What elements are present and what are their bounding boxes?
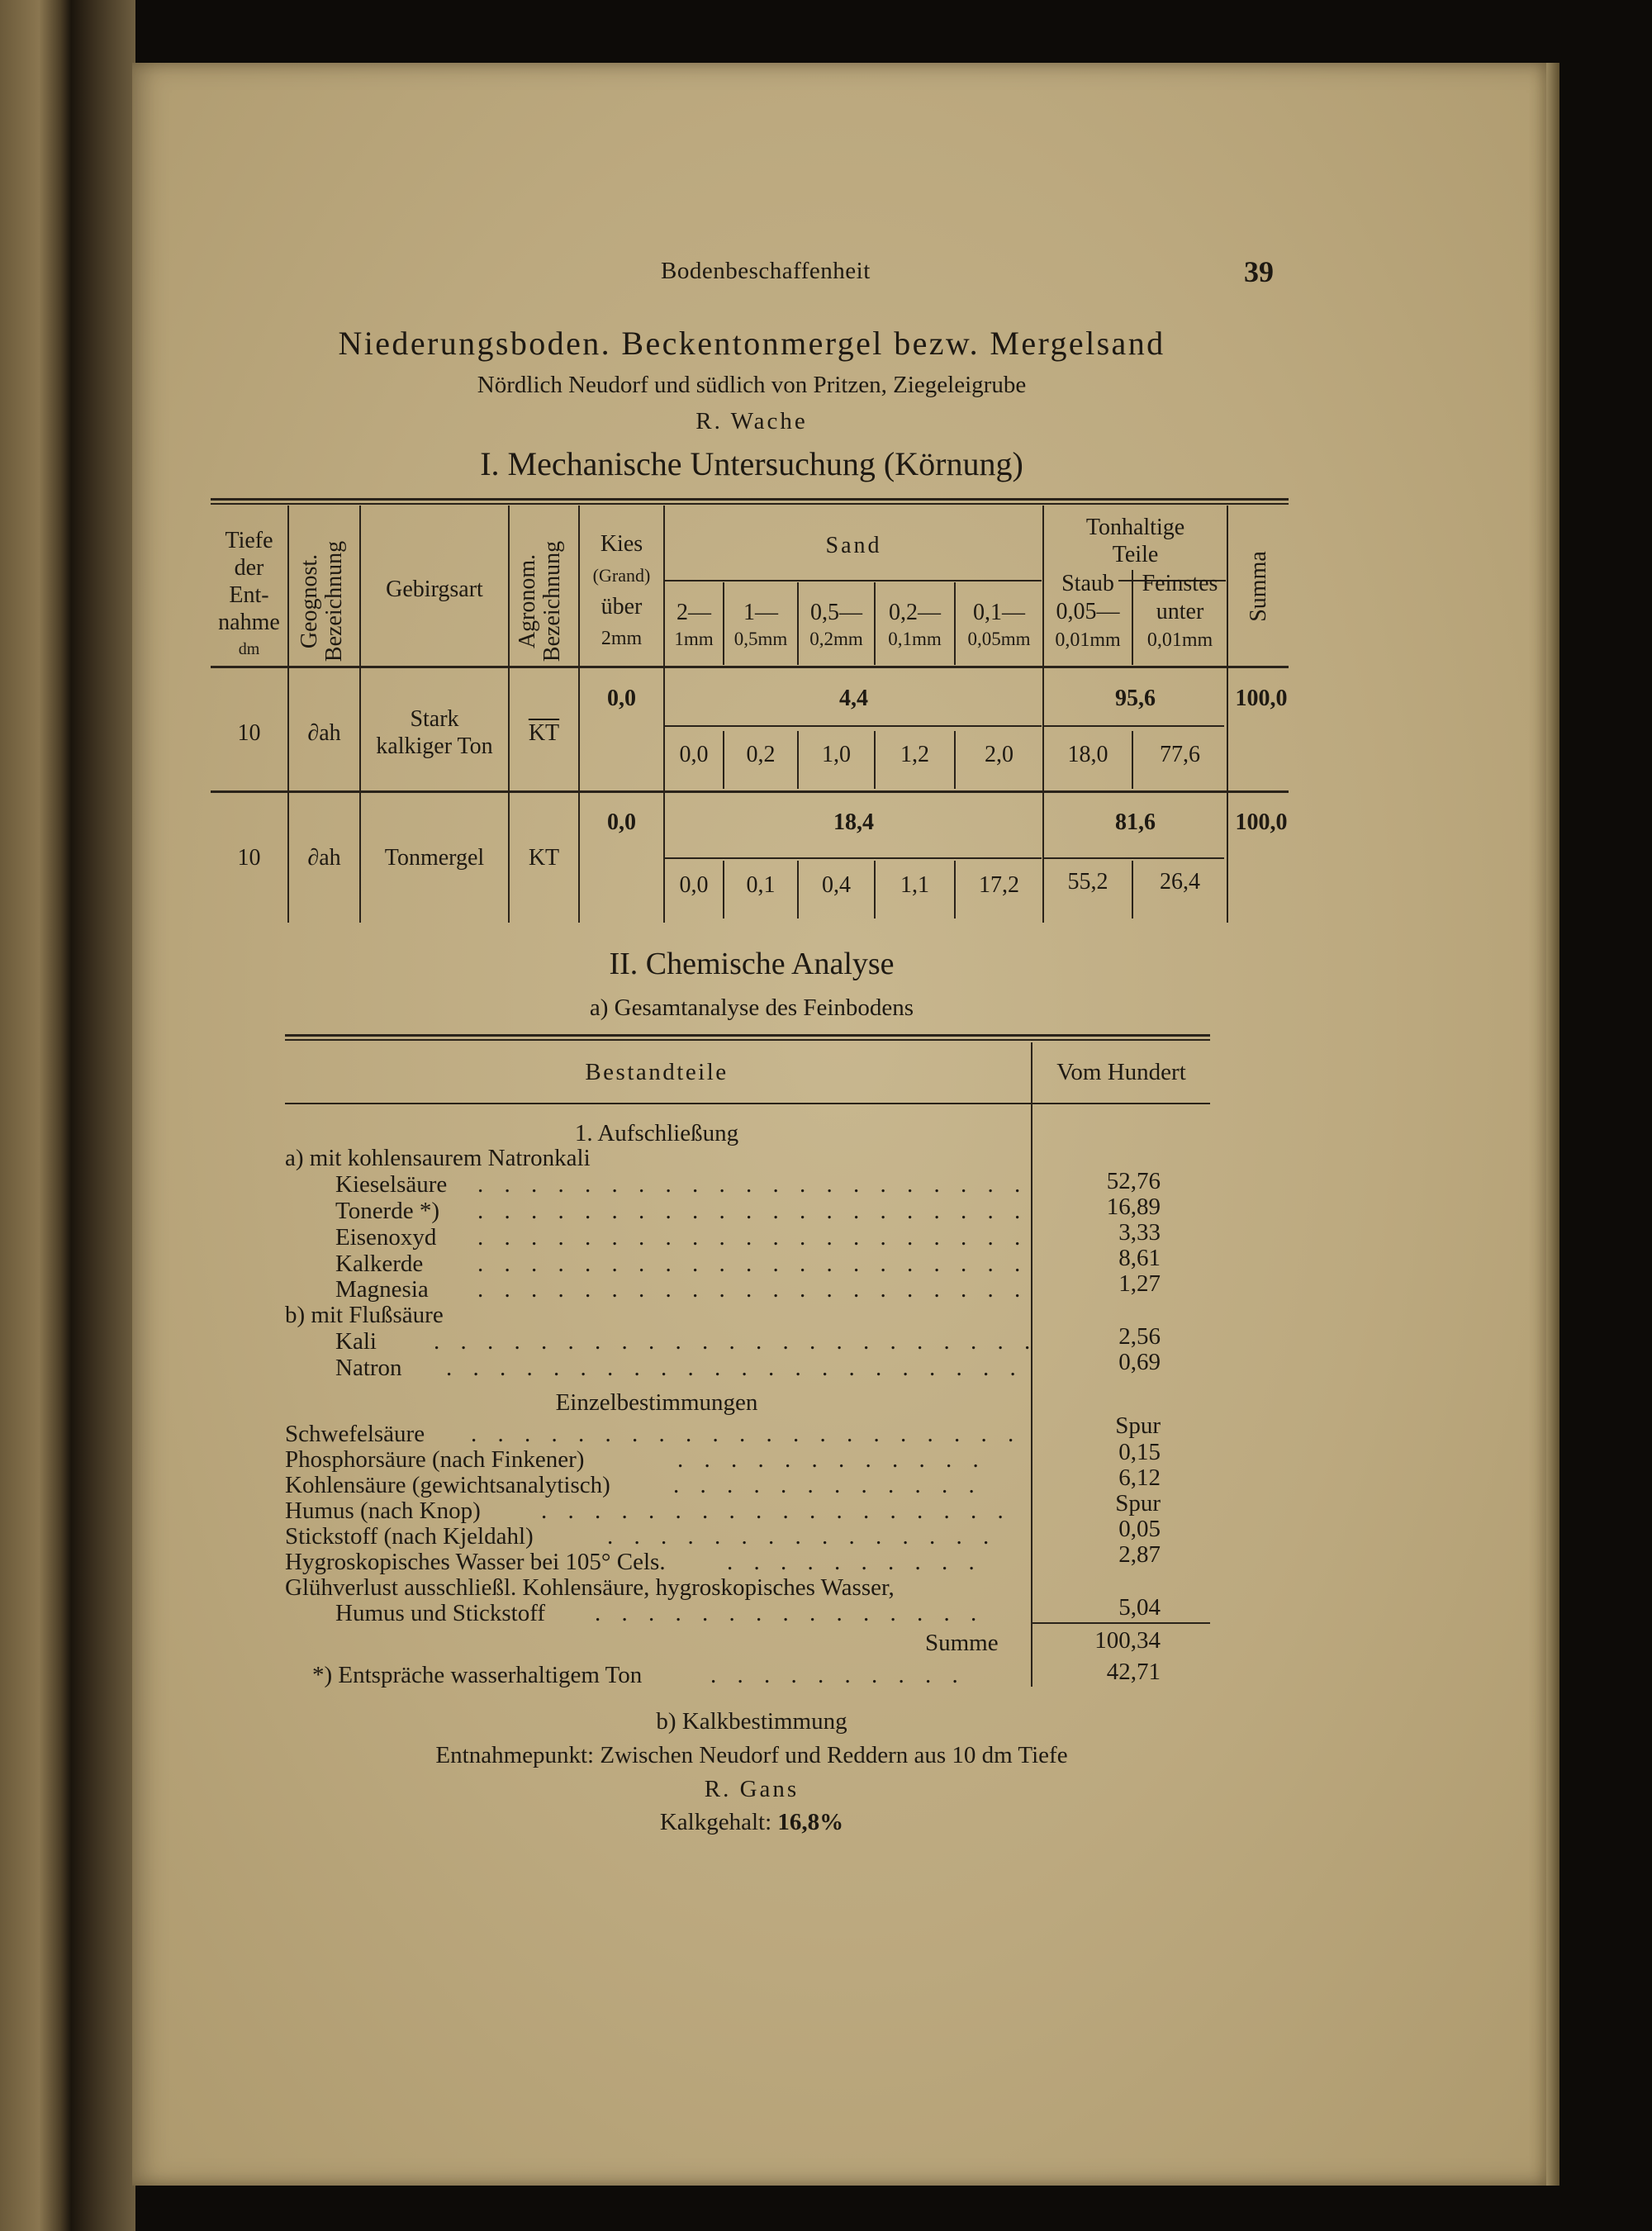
item-kali: Kali — [335, 1328, 377, 1355]
header-sand-05-02mm: 0,5— 0,2mm — [809, 600, 863, 649]
group-b-label: b) mit Flußsäure — [285, 1302, 444, 1328]
item-gluehverlust-line2: Humus und Stickstoff — [335, 1600, 546, 1626]
section-2a-heading: a) Gesamtanalyse des Feinbodens — [589, 994, 914, 1021]
header-agronom: Agronom. Bezeichnung — [515, 540, 565, 662]
row-separator-rule — [211, 790, 1289, 793]
item-kohlensaeure: Kohlensäure (gewichtsanalytisch) — [285, 1472, 610, 1498]
row1-sand-01-005mm: 2,0 — [985, 742, 1014, 767]
value-kohlensaeure: 6,12 — [1118, 1464, 1161, 1491]
row1-gebirgsart: Stark kalkiger Ton — [376, 706, 493, 759]
item-magnesia: Magnesia — [335, 1276, 429, 1303]
kalk-gehalt-label: Kalkgehalt: — [659, 1809, 772, 1835]
location-subtitle: Nördlich Neudorf und südlich von Pritzen, Ziegeleigrube — [477, 372, 1027, 398]
row2-agronom: KT — [528, 845, 560, 871]
chem-header-rule — [285, 1103, 1210, 1104]
row1-sand-02-01mm: 1,2 — [900, 742, 929, 767]
header-bottom-rule — [211, 666, 1289, 668]
group-a-label: a) mit kohlensaurem Natronkali — [285, 1145, 591, 1171]
header-sand: Sand — [825, 533, 882, 558]
value-kali: 2,56 — [1118, 1323, 1161, 1350]
row2-sand-02-01mm: 1,1 — [900, 872, 929, 898]
leader-dots: . . . . . . . . . . . . . . . . . . . . . — [477, 1251, 1028, 1277]
leader-dots: . . . . . . . . . . . . . . . — [595, 1600, 985, 1626]
aufschliessung-heading: 1. Aufschließung — [574, 1120, 739, 1146]
page-edge-shadow — [1546, 63, 1559, 2186]
row2-sand-2-1mm: 0,0 — [679, 872, 709, 898]
kalk-gehalt-value: 16,8% — [777, 1809, 844, 1835]
value-natron: 0,69 — [1118, 1349, 1161, 1375]
value-gluehverlust: 5,04 — [1118, 1594, 1161, 1621]
item-kieselsaeure: Kieselsäure — [335, 1171, 448, 1198]
row1-summa: 100,0 — [1235, 686, 1288, 711]
row2-staub: 55,2 — [1067, 869, 1108, 895]
chem-sum-rule — [1031, 1622, 1210, 1624]
table-top-rule-2 — [211, 503, 1289, 505]
running-head: Bodenbeschaffenheit — [661, 258, 871, 284]
value-tonerde: 16,89 — [1106, 1194, 1161, 1220]
row1-kies: 0,0 — [607, 686, 636, 711]
row2-sand-05-02mm: 0,4 — [822, 872, 851, 898]
value-kieselsaeure: 52,76 — [1106, 1168, 1161, 1194]
footnote-label: *) Entspräche wasserhaltigem Ton — [312, 1662, 643, 1688]
kalk-gehalt — [297, 1809, 1206, 1836]
chem-col-divider — [1031, 1042, 1032, 1687]
item-kalkerde: Kalkerde — [335, 1251, 424, 1277]
header-tiefe: Tiefe der Ent- nahme dm — [218, 528, 280, 658]
row2-sand-1-05mm: 0,1 — [746, 872, 776, 898]
page-number: 39 — [1244, 255, 1274, 288]
header-summa: Summa — [1246, 551, 1271, 622]
chem-top-rule — [285, 1034, 1210, 1037]
header-kies: Kies (Grand) über 2mm — [592, 531, 651, 649]
item-stickstoff: Stickstoff (nach Kjeldahl) — [285, 1523, 534, 1550]
row1-feinstes: 77,6 — [1160, 742, 1200, 767]
row2-feinstes: 26,4 — [1160, 869, 1200, 895]
item-humus: Humus (nach Knop) — [285, 1498, 481, 1524]
value-schwefelsaeure: Spur — [1115, 1412, 1161, 1439]
row1-sand-total: 4,4 — [839, 686, 868, 711]
row1-staub: 18,0 — [1067, 742, 1108, 767]
value-eisenoxyd: 3,33 — [1118, 1219, 1161, 1246]
value-kalkerde: 8,61 — [1118, 1245, 1161, 1271]
col-divider — [663, 506, 665, 923]
leader-dots: . . . . . . . . . . . . — [677, 1446, 986, 1473]
row2-geognost: ∂ah — [307, 845, 341, 871]
table-top-rule — [211, 498, 1289, 501]
value-magnesia: 1,27 — [1118, 1270, 1161, 1297]
header-sand-2-1mm: 2— 1mm — [674, 600, 714, 649]
row1-agronom: $\overline{KT}$ — [528, 720, 560, 746]
value-humus: Spur — [1115, 1490, 1161, 1517]
kalk-heading: b) Kalkbestimmung — [656, 1708, 847, 1735]
footnote-value: 42,71 — [1106, 1659, 1161, 1685]
einzel-heading: Einzelbestimmungen — [555, 1389, 758, 1416]
col-divider — [1227, 506, 1228, 923]
row1-sand-rule — [663, 725, 1042, 727]
leader-dots: . . . . . . . . . . . . . . . . . . . . . — [477, 1276, 1028, 1303]
col-vom-hundert: Vom Hundert — [1056, 1059, 1186, 1085]
header-tonhaltige: Tonhaltige Teile — [1085, 515, 1185, 567]
row2-sand-rule — [663, 857, 1042, 859]
page-title: Niederungsboden. Beckentonmergel bezw. Mergelsand — [338, 325, 1165, 362]
row1-ton-total: 95,6 — [1115, 686, 1156, 711]
row1-sand-1-05mm: 0,2 — [746, 742, 776, 767]
analyst-name: R. Wache — [695, 408, 808, 434]
row1-sand-05-02mm: 1,0 — [822, 742, 851, 767]
row1-sand-2-1mm: 0,0 — [679, 742, 709, 767]
row2-ton-total: 81,6 — [1115, 809, 1156, 835]
item-hygroskopisches-wasser: Hygroskopisches Wasser bei 105° Cels. — [285, 1549, 666, 1575]
col-bestandteile: Bestandteile — [585, 1059, 729, 1085]
value-stickstoff: 0,05 — [1118, 1516, 1161, 1542]
chem-top-rule-2 — [285, 1039, 1210, 1041]
header-sand-02-01mm: 0,2— 0,1mm — [888, 600, 942, 649]
row1-geognost: ∂ah — [307, 720, 341, 746]
header-sand-1-05mm: 1— 0,5mm — [733, 600, 788, 649]
leader-dots: . . . . . . . . . . . . . . . . . . . . . . . — [434, 1328, 1038, 1355]
header-staub: Staub 0,05— 0,01mm — [1055, 571, 1121, 651]
leader-dots: . . . . . . . . . . . . — [673, 1472, 982, 1498]
leader-dots: . . . . . . . . . . . . . . . . . . — [541, 1498, 1011, 1524]
leader-dots: . . . . . . . . . . — [727, 1549, 982, 1575]
leader-dots: . . . . . . . . . . . . . . . . . . . . . — [477, 1171, 1028, 1198]
row2-kies: 0,0 — [607, 809, 636, 835]
leader-dots: . . . . . . . . . . . . . . . . . . . . . — [471, 1421, 1022, 1447]
row2-sand-total: 18,4 — [833, 809, 874, 835]
value-hygroskopisches-wasser: 2,87 — [1118, 1541, 1161, 1568]
header-feinstes: Feinstes unter 0,01mm — [1142, 571, 1218, 651]
item-phosphorsaeure: Phosphorsäure (nach Finkener) — [285, 1446, 585, 1473]
leader-dots: . . . . . . . . . . . . . . . . . . . . . — [477, 1224, 1028, 1251]
item-tonerde: Tonerde *) — [335, 1198, 439, 1224]
kalk-entnahme: Entnahmepunkt: Zwischen Neudorf und Reddern aus 10 dm Tiefe — [435, 1742, 1068, 1768]
leader-dots: . . . . . . . . . . . . . . . . . . . . . — [477, 1198, 1028, 1224]
item-eisenoxyd: Eisenoxyd — [335, 1224, 437, 1251]
item-gluehverlust-line1: Glühverlust ausschließl. Kohlensäure, hygroskopisches Wasser, — [285, 1574, 895, 1601]
value-phosphorsaeure: 0,15 — [1118, 1439, 1161, 1465]
summe-label: Summe — [925, 1630, 999, 1656]
row2-tiefe: 10 — [237, 845, 261, 871]
book-gutter — [71, 0, 135, 2231]
leader-dots: . . . . . . . . . . . . . . . — [607, 1523, 997, 1550]
header-sand-01-005mm: 0,1— 0,05mm — [967, 600, 1031, 649]
section-2-heading: II. Chemische Analyse — [609, 947, 895, 981]
row1-tiefe: 10 — [237, 720, 261, 746]
summe-value: 100,34 — [1094, 1627, 1161, 1654]
section-1-heading: I. Mechanische Untersuchung (Körnung) — [480, 445, 1023, 482]
item-natron: Natron — [335, 1355, 402, 1381]
facing-page-edge — [0, 0, 71, 2231]
header-gebirgsart: Gebirgsart — [386, 577, 483, 602]
kalk-author: R. Gans — [704, 1776, 800, 1802]
row2-ton-rule — [1044, 857, 1224, 859]
leader-dots: . . . . . . . . . . . . . . . . . . . . . . — [446, 1355, 1023, 1381]
header-geognost: Geognost. Bezeichnung — [297, 540, 347, 662]
leader-dots: . . . . . . . . . . — [710, 1662, 966, 1688]
row2-gebirgsart: Tonmergel — [384, 845, 485, 871]
item-schwefelsaeure: Schwefelsäure — [285, 1421, 425, 1447]
row2-summa: 100,0 — [1235, 809, 1288, 835]
row1-ton-rule — [1044, 725, 1224, 727]
sand-sub-rule — [663, 580, 1042, 581]
row2-sand-01-005mm: 17,2 — [979, 872, 1019, 898]
